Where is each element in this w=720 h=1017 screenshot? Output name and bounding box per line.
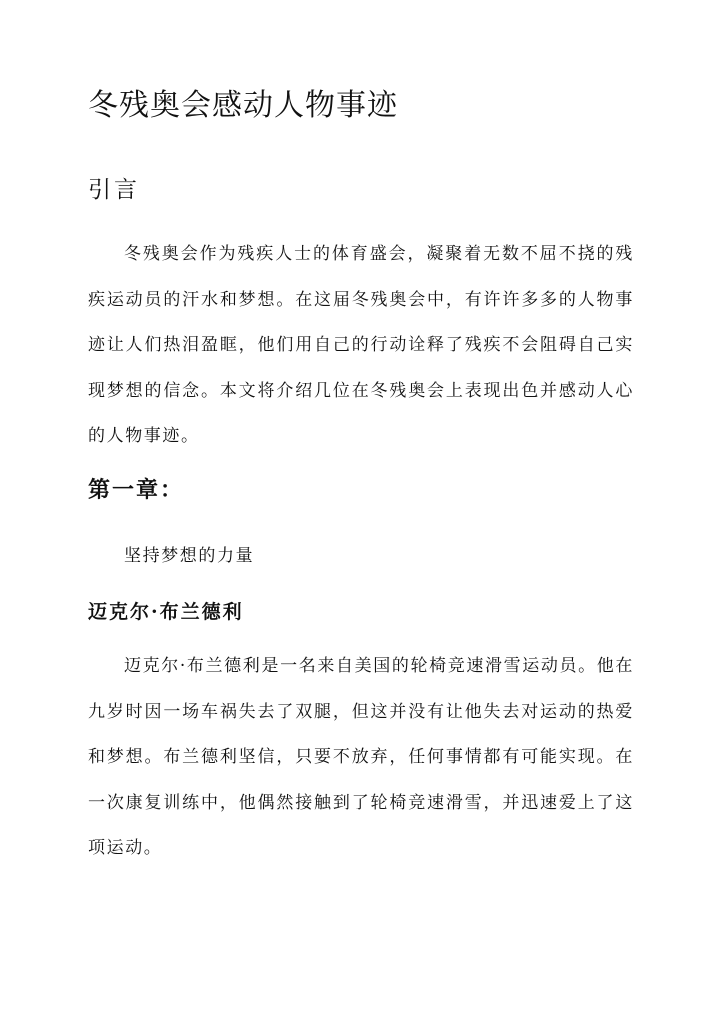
person1-name-heading: 迈克尔·布兰德利 xyxy=(88,601,244,623)
chapter1-heading: 第一章： xyxy=(88,477,185,503)
intro-paragraph: 冬残奥会作为残疾人士的体育盛会，凝聚着无数不屈不挠的残疾运动员的汗水和梦想。在这届冬残奥会中，有许许多多的人物事迹让人们热泪盈眶，他们用自己的行动诠释了残疾不会阻碍自己实现梦想的信念。本文将介绍几位在冬残奥会上表现出色并感动人心的人物事迹。 xyxy=(88,244,634,446)
intro-heading: 引言 xyxy=(88,177,140,203)
chapter1-subtitle: 坚持梦想的力量 xyxy=(124,546,255,566)
person1-paragraph: 迈克尔·布兰德利是一名来自美国的轮椅竞速滑雪运动员。他在九岁时因一场车祸失去了双腿，但这并没有让他失去对运动的热爱和梦想。布兰德利坚信，只要不放弃，任何事情都有可能实现。在一次康复训练中，他偶然接触到了轮椅竞速滑雪，并迅速爱上了这项运动。 xyxy=(88,656,634,858)
document-title: 冬残奥会感动人物事迹 xyxy=(88,88,398,123)
